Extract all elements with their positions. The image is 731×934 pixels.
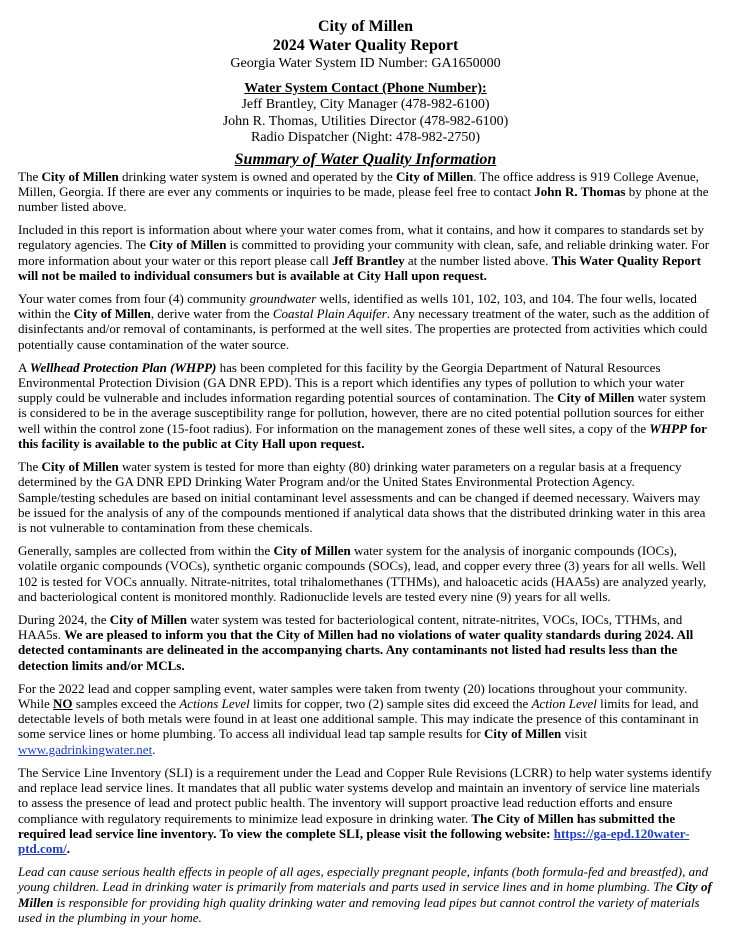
city-name-bold: City of Millen <box>41 168 119 184</box>
whpp-term: Wellhead Protection Plan (WHPP) <box>29 359 217 375</box>
text: The Service Line Inventory (SLI) is a requirement under the Lead and Copper Rule Revisions (LCRR) to help water systems identify and replace lead service lines. It mandates that all public water systems develop and maintain an inventory of service line materials to assess the presence of lead and protect public health. The inventory will support proactive lead reduction efforts and ensure compliance with regulatory requirements to minimize lead exposure in drinking water. <box>18 764 712 826</box>
contact-name-bold: John R. Thomas <box>534 183 626 199</box>
city-name-bold: City of Millen <box>484 726 562 742</box>
paragraph-lead-health <box>18 864 713 925</box>
city-name-bold: City of Millen <box>557 390 635 406</box>
city-name-bold: City of Millen <box>41 458 119 474</box>
whpp-abbrev: WHPP <box>649 420 687 436</box>
contact-radio-dispatcher: Radio Dispatcher (Night: 478-982-2750) <box>250 130 480 145</box>
paragraph-sampling <box>18 543 713 604</box>
groundwater-term: groundwater <box>249 290 317 306</box>
text: water system for the analysis of inorganic compounds (IOCs), volatile organic compounds (VOCs), synthetic organic compounds (SOCs), lead, and copper every three (3) years for all wells. Well 102 is tested for VOCs annually. Nitrate-nitrites, total trihalomethanes (TTHMs), and haloacetic acids (HAA5s) are analyzed yearly, and bacteriological content is monitored monthly. Radionuclide levels are tested every nine (9) years for all wells. <box>18 543 707 604</box>
text: has been completed for this facility by the Georgia Department of Natural Resources Environmental Protection Division (GA DNR EPD). This is a report which identifies any types of pollution to which your water supply could be vulnerable and includes information regarding potential sources of contamination. The <box>18 359 685 406</box>
text: The <box>18 168 42 184</box>
text: limits for copper, two (2) sample sites did exceed the <box>249 695 532 711</box>
text: samples exceed the <box>72 695 180 711</box>
contact-heading <box>18 80 713 97</box>
text: water system is tested for more than eighty (80) drinking water parameters on a regular basis at a frequency determined by the GA DNR EPD Drinking Water Program and/or the United States Environmental Protection Agency. Sample/testing schedules are based on initial contaminant level assessments and can be changed if deemed necessary. Waivers may be issued for the analysis of any of the compounds mentioned if analytical data shows that the distributed drinking water in this area is not vulnerable to contamination from these chemicals. <box>18 458 706 536</box>
report-title: 2024 Water Quality Report <box>272 37 459 54</box>
text: For the 2022 lead and copper sampling event, water samples were taken from twenty (20) locations throughout your community. While <box>18 680 688 711</box>
paragraph-report-info <box>18 222 713 283</box>
city-name-bold: City of Millen <box>273 543 351 558</box>
text: water system was tested for bacteriological content, nitrate-nitrites, VOCs, IOCs, TTHMs, and HAA5s. <box>18 611 683 643</box>
no-emphasis: NO <box>53 695 73 711</box>
contact-heading-colon: : <box>482 81 487 96</box>
whpp-availability: for this facility is available to the public at City Hall upon request. <box>18 420 707 452</box>
city-name-bold: City of Millen <box>396 168 474 184</box>
text: drinking water system is owned and operated by the <box>118 168 396 184</box>
text: by phone at the number listed above. <box>18 183 709 215</box>
aquifer-term: Coastal Plain Aquifer <box>272 306 387 322</box>
no-violations-notice: We are pleased to inform you that the City of Millen had no violations of water quality standards during 2024. All detected contaminants are delineated in the accompanying charts. Any contaminants not listed had results less than the detection limits and/or MCLs. <box>18 627 694 673</box>
text: is committed to providing your community with clean, safe, and reliable drinking water. For more information about your water or this report please call <box>18 237 710 268</box>
city-name: City of Millen <box>317 18 414 35</box>
summary-title: Summary of Water Quality Information <box>234 150 497 168</box>
paragraph-service-line-inventory <box>18 765 713 857</box>
city-name-bold: City of Millen <box>73 306 151 322</box>
report-header <box>18 17 713 169</box>
text: During 2024, the <box>18 611 110 627</box>
text: . <box>152 741 156 757</box>
paragraph-whpp <box>18 360 713 452</box>
city-name-bold: City of Millen <box>149 237 227 253</box>
sli-submission-notice: The City of Millen has submitted the required lead service line inventory. To view the complete SLI, please visit the following website: <box>18 810 676 841</box>
text: at the number listed above. <box>404 252 552 268</box>
contact-name-bold: Jeff Brantley <box>332 252 405 268</box>
actions-level-term: Actions Level <box>179 695 250 711</box>
paragraph-testing <box>18 459 713 535</box>
text: water system is considered to be in the average susceptibility range for pollution, however, there are no cited potential pollution sources for either well within the control zone (15-foot radius). For information on the management zones of these well sites, a copy of the <box>18 390 706 436</box>
text: . Any necessary treatment of the water, such as the addition of disinfectants and/or removal of contaminants, is performed at the well sites. The properties are protected from activities which could potentially cause contamination of the water source. <box>18 306 710 352</box>
text: limits for lead, and detectable levels of both metals were found in at least one additional sample. This may indicate the presence of this contaminant in some service lines or home plumbing. To access all individual lead tap sample results for <box>18 695 699 742</box>
text: wells, identified as wells 101, 102, 103, and 104. The four wells, located within the <box>18 290 697 322</box>
text: Lead can cause serious health effects in people of all ages, especially pregnant people, infants (both formula-fed and breastfed), and young children. Lead in drinking water is primarily from materials and parts used in service lines and in home plumbing. The <box>18 864 709 895</box>
contact-utilities-director: John R. Thomas, Utilities Director (478-982-6100) <box>222 113 509 129</box>
paragraph-2024-results <box>18 612 713 673</box>
text: Generally, samples are collected from within the <box>18 543 274 558</box>
contact-city-manager: Jeff Brantley, City Manager (478-982-6100) <box>241 97 490 112</box>
availability-notice: This Water Quality Report will not be mailed to individual consumers but is available at City Hall upon request. <box>18 252 701 283</box>
gadrinkingwater-link[interactable]: www.gadrinkingwater.net <box>18 741 153 757</box>
text: Included in this report is information about where your water comes from, what it contains, and how it compares to standards set by regulatory agencies. The <box>18 221 704 253</box>
text: . The office address is 919 College Avenue, Millen, Georgia. If there are ever any comments or inquiries to be made, please feel free to contact <box>18 168 699 199</box>
paragraph-water-source <box>18 291 713 352</box>
paragraph-lead-copper <box>18 681 713 757</box>
system-id: Georgia Water System ID Number: GA1650000 <box>230 56 501 71</box>
text: , derive water from the <box>150 306 273 322</box>
action-level-term: Action Level <box>531 695 597 711</box>
text: is responsible for providing high quality drinking water and removing lead pipes but cannot control the variety of materials used in the plumbing in your home. <box>18 894 700 925</box>
text: The <box>18 458 42 474</box>
contact-heading-text: Water System Contact (Phone Number) <box>244 81 483 96</box>
text: visit <box>561 726 587 742</box>
text: . <box>66 841 70 857</box>
text: Your water comes from four (4) community <box>18 290 250 306</box>
city-name-bold: City of Millen <box>18 879 712 910</box>
city-name-bold: City of Millen <box>109 611 187 627</box>
sli-website-link[interactable]: https://ga-epd.120water-ptd.com/ <box>18 825 690 857</box>
paragraph-ownership <box>18 169 713 215</box>
text: A <box>18 359 30 375</box>
